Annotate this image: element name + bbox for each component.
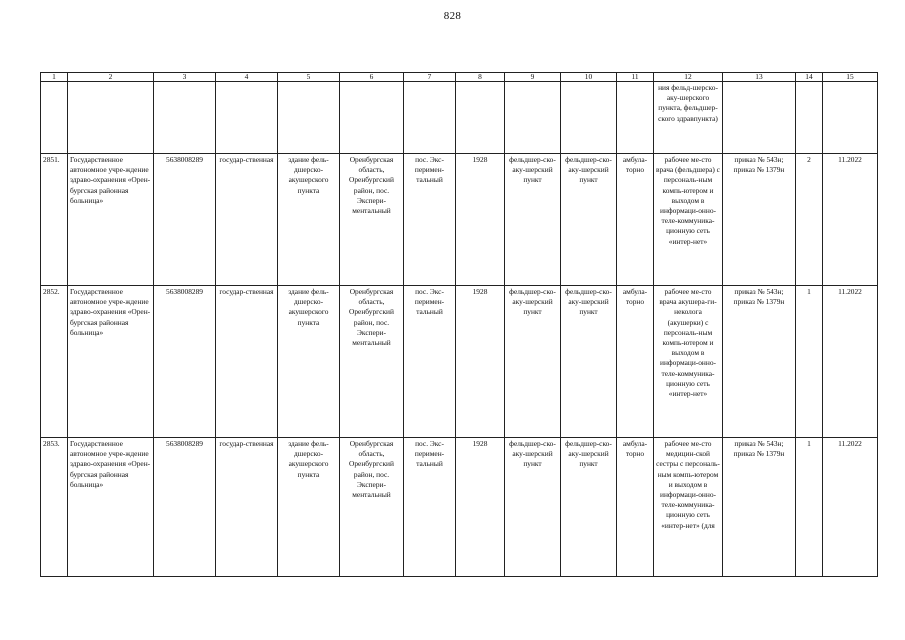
ownership-cell: государ-ственная xyxy=(216,154,278,286)
year-cell: 1928 xyxy=(456,286,505,438)
date-cell: 11.2022 xyxy=(823,286,878,438)
facility-type-cell: фельдшер-ско-аку-шерский пункт xyxy=(505,438,561,577)
facility-subtype-cell: фельдшер-ско-аку-шерский пункт xyxy=(561,154,617,286)
workplace-cell: рабочее ме-сто врача акушера-ги-неколога (акушерки) с персональ-ным компь-ютером и выходом в информаци-онно-теле-коммуника-ционную сеть «интер-нет» xyxy=(654,286,723,438)
order-cell: приказ № 543н; приказ № 1379н xyxy=(723,438,796,577)
organization-cell: Государственное автономное учре-ждение здраво-охранения «Орен-бургская районная больница» xyxy=(68,154,154,286)
column-number: 8 xyxy=(456,73,505,82)
facility-type-cell: фельдшер-ско-аку-шерский пункт xyxy=(505,154,561,286)
facility-subtype-cell: фельдшер-ско-аку-шерский пункт xyxy=(561,286,617,438)
column-number: 5 xyxy=(278,73,340,82)
care-form-cell: амбула-торно xyxy=(617,286,654,438)
care-form-cell: амбула-торно xyxy=(617,154,654,286)
column-number: 9 xyxy=(505,73,561,82)
order-cell: приказ № 543н; приказ № 1379н xyxy=(723,154,796,286)
inn-cell: 5638008289 xyxy=(154,438,216,577)
continuation-text: ния фельд-шерско-аку-шерского пункта, фельдшер-ского здравпункта) xyxy=(654,82,723,154)
column-number: 6 xyxy=(340,73,404,82)
year-cell: 1928 xyxy=(456,154,505,286)
building-cell: здание фель-дшерско-акушерского пункта xyxy=(278,438,340,577)
quantity-cell: 1 xyxy=(796,286,823,438)
quantity-cell: 2 xyxy=(796,154,823,286)
column-number: 13 xyxy=(723,73,796,82)
date-cell: 11.2022 xyxy=(823,154,878,286)
ownership-cell: государ-ственная xyxy=(216,286,278,438)
table-row xyxy=(41,286,878,438)
column-number: 2 xyxy=(68,73,154,82)
address-cell: Оренбургская область, Оренбургский район, пос. Экспери-ментальный xyxy=(340,438,404,577)
inn-cell: 5638008289 xyxy=(154,286,216,438)
date-cell: 11.2022 xyxy=(823,438,878,577)
continuation-row xyxy=(41,82,878,154)
table-row xyxy=(41,438,878,577)
facility-subtype-cell: фельдшер-ско-аку-шерский пункт xyxy=(561,438,617,577)
column-number: 7 xyxy=(404,73,456,82)
building-cell: здание фель-дшерско-акушерского пункта xyxy=(278,154,340,286)
workplace-cell: рабочее ме-сто врача (фельдшера) с персональ-ным компь-ютером и выходом в информаци-онно-теле-коммуника-ционную сеть «интер-нет» xyxy=(654,154,723,286)
column-number: 1 xyxy=(41,73,68,82)
facility-type-cell: фельдшер-ско-аку-шерский пункт xyxy=(505,286,561,438)
row-number: 2852. xyxy=(41,286,68,438)
column-number: 10 xyxy=(561,73,617,82)
table-row xyxy=(41,154,878,286)
column-number: 15 xyxy=(823,73,878,82)
inn-cell: 5638008289 xyxy=(154,154,216,286)
column-number: 3 xyxy=(154,73,216,82)
address-cell: Оренбургская область, Оренбургский район, пос. Экспери-ментальный xyxy=(340,286,404,438)
column-number: 11 xyxy=(617,73,654,82)
column-number-row xyxy=(41,73,878,82)
building-cell: здание фель-дшерско-акушерского пункта xyxy=(278,286,340,438)
page-number: 828 xyxy=(443,10,462,22)
column-number: 4 xyxy=(216,73,278,82)
organization-cell: Государственное автономное учре-ждение здраво-охранения «Орен-бургская районная больница» xyxy=(68,438,154,577)
row-number: 2851. xyxy=(41,154,68,286)
settlement-cell: пос. Экс-перимен-тальный xyxy=(404,286,456,438)
organization-cell: Государственное автономное учре-ждение здраво-охранения «Орен-бургская районная больница» xyxy=(68,286,154,438)
column-number: 12 xyxy=(654,73,723,82)
settlement-cell: пос. Экс-перимен-тальный xyxy=(404,154,456,286)
settlement-cell: пос. Экс-перимен-тальный xyxy=(404,438,456,577)
workplace-cell: рабочее ме-сто медицин-ской сестры с персональ-ным компь-ютером и выходом в информаци-онно-теле-коммуника-ционную сеть «интер-нет» (для xyxy=(654,438,723,577)
care-form-cell: амбула-торно xyxy=(617,438,654,577)
quantity-cell: 1 xyxy=(796,438,823,577)
row-number: 2853. xyxy=(41,438,68,577)
register-table xyxy=(40,72,878,577)
ownership-cell: государ-ственная xyxy=(216,438,278,577)
column-number: 14 xyxy=(796,73,823,82)
address-cell: Оренбургская область, Оренбургский район, пос. Экспери-ментальный xyxy=(340,154,404,286)
order-cell: приказ № 543н; приказ № 1379н xyxy=(723,286,796,438)
year-cell: 1928 xyxy=(456,438,505,577)
